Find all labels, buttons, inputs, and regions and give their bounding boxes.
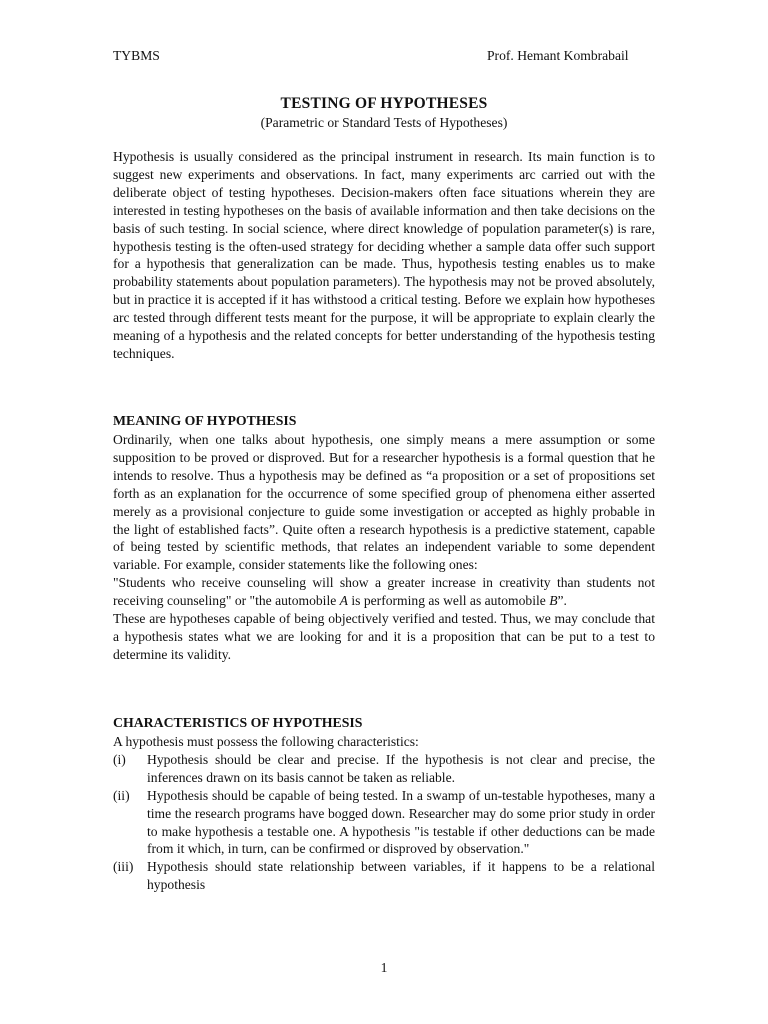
list-item <box>113 858 655 894</box>
quote-end: ”. <box>557 593 567 609</box>
document-subtitle: (Parametric or Standard Tests of Hypotheses) <box>260 115 508 130</box>
quote-text-2: is performing as well as automobile <box>347 593 550 609</box>
meaning-heading-wrap <box>113 412 655 430</box>
characteristics-heading-wrap <box>113 714 655 732</box>
meaning-conclusion: These are hypotheses capable of being objectively verified and tested. Thus, we may conclude that a hypothesis states what we are looking for and it is a proposition that can be put to a test to determine its validity. <box>113 611 655 662</box>
list-item-number: (ii) <box>113 787 130 803</box>
list-item <box>113 751 655 787</box>
quote-text-1: "Students who receive counseling will show a greater increase in creativity than students not receiving counseling" or "the automobile <box>113 575 655 609</box>
intro-paragraph: Hypothesis is usually considered as the principal instrument in research. Its main function is to suggest new experiments and observations. In fact, many experiments arc carried out with the deliberate object of testing hypotheses. Decision-makers often face situations wherein they are interested in testing hypotheses on the basis of available information and then take decisions on the basis of such testing. In social science, where direct knowledge of population parameter(s) is rare, hypothesis testing is the often-used strategy for deciding whether a sample data offer such support for a hypothesis that generalization can be made. Thus, hypothesis testing enables us to make probability statements about population parameters). The hypothesis may not be proved absolutely, but in practice it is accepted if it has withstood a critical testing. Before we explain how hypotheses arc tested through different tests meant for the purpose, it will be appropriate to explain clearly the meaning of a hypothesis and the related concepts for better understanding of the hypothesis testing techniques. <box>113 149 655 361</box>
list-item-number: (iii) <box>113 859 134 875</box>
characteristics-section <box>113 733 655 894</box>
page-number: 1 <box>380 960 388 975</box>
list-item-text: Hypothesis should be clear and precise. If the hypothesis is not clear and precise, the inferences drawn on its basis cannot be taken as reliable. <box>147 751 655 785</box>
list-item-text: Hypothesis should be capable of being tested. In a swamp of un-testable hypotheses, many a time the research programs have bogged down. Researcher may do some prior study in order to make hypothesis a testable one. A hypothesis "is testable if other deductions can be made from it which, in turn, can be confirmed or disproved by observation." <box>147 787 655 857</box>
meaning-section <box>113 431 655 664</box>
list-item-number: (i) <box>113 751 126 767</box>
document-title: TESTING OF HYPOTHESES <box>280 95 488 112</box>
characteristics-list <box>113 751 655 894</box>
header-course: TYBMS <box>113 48 160 63</box>
meaning-heading: MEANING OF HYPOTHESIS <box>113 413 297 428</box>
quote-var-a: A <box>339 593 348 609</box>
meaning-paragraph: Ordinarily, when one talks about hypothesis, one simply means a mere assumption or some supposition to be proved or disproved. But for a researcher hypothesis is a formal question that he intends to resolve. Thus a hypothesis may be defined as “a proposition or a set of propositions set forth as an explanation for the occurrence of some specified group of phenomena either asserted merely as a provisional conjecture to guide some investigation or accepted as highly probable in the light of established facts”. Quite often a research hypothesis is a predictive statement, capable of being tested by scientific methods, that relates an independent variable to some dependent variable. For example, consider statements like the following ones: <box>113 432 655 573</box>
example-quote <box>113 574 655 610</box>
list-item <box>113 787 655 859</box>
list-item-text: Hypothesis should state relationship between variables, if it happens to be a relational hypothesis <box>147 859 655 893</box>
quote-var-b: B <box>549 593 558 609</box>
characteristics-intro: A hypothesis must possess the following characteristics: <box>113 734 419 749</box>
header-author: Prof. Hemant Kombrabail <box>487 48 629 63</box>
characteristics-heading: CHARACTERISTICS OF HYPOTHESIS <box>113 715 363 730</box>
intro-section <box>113 148 655 363</box>
